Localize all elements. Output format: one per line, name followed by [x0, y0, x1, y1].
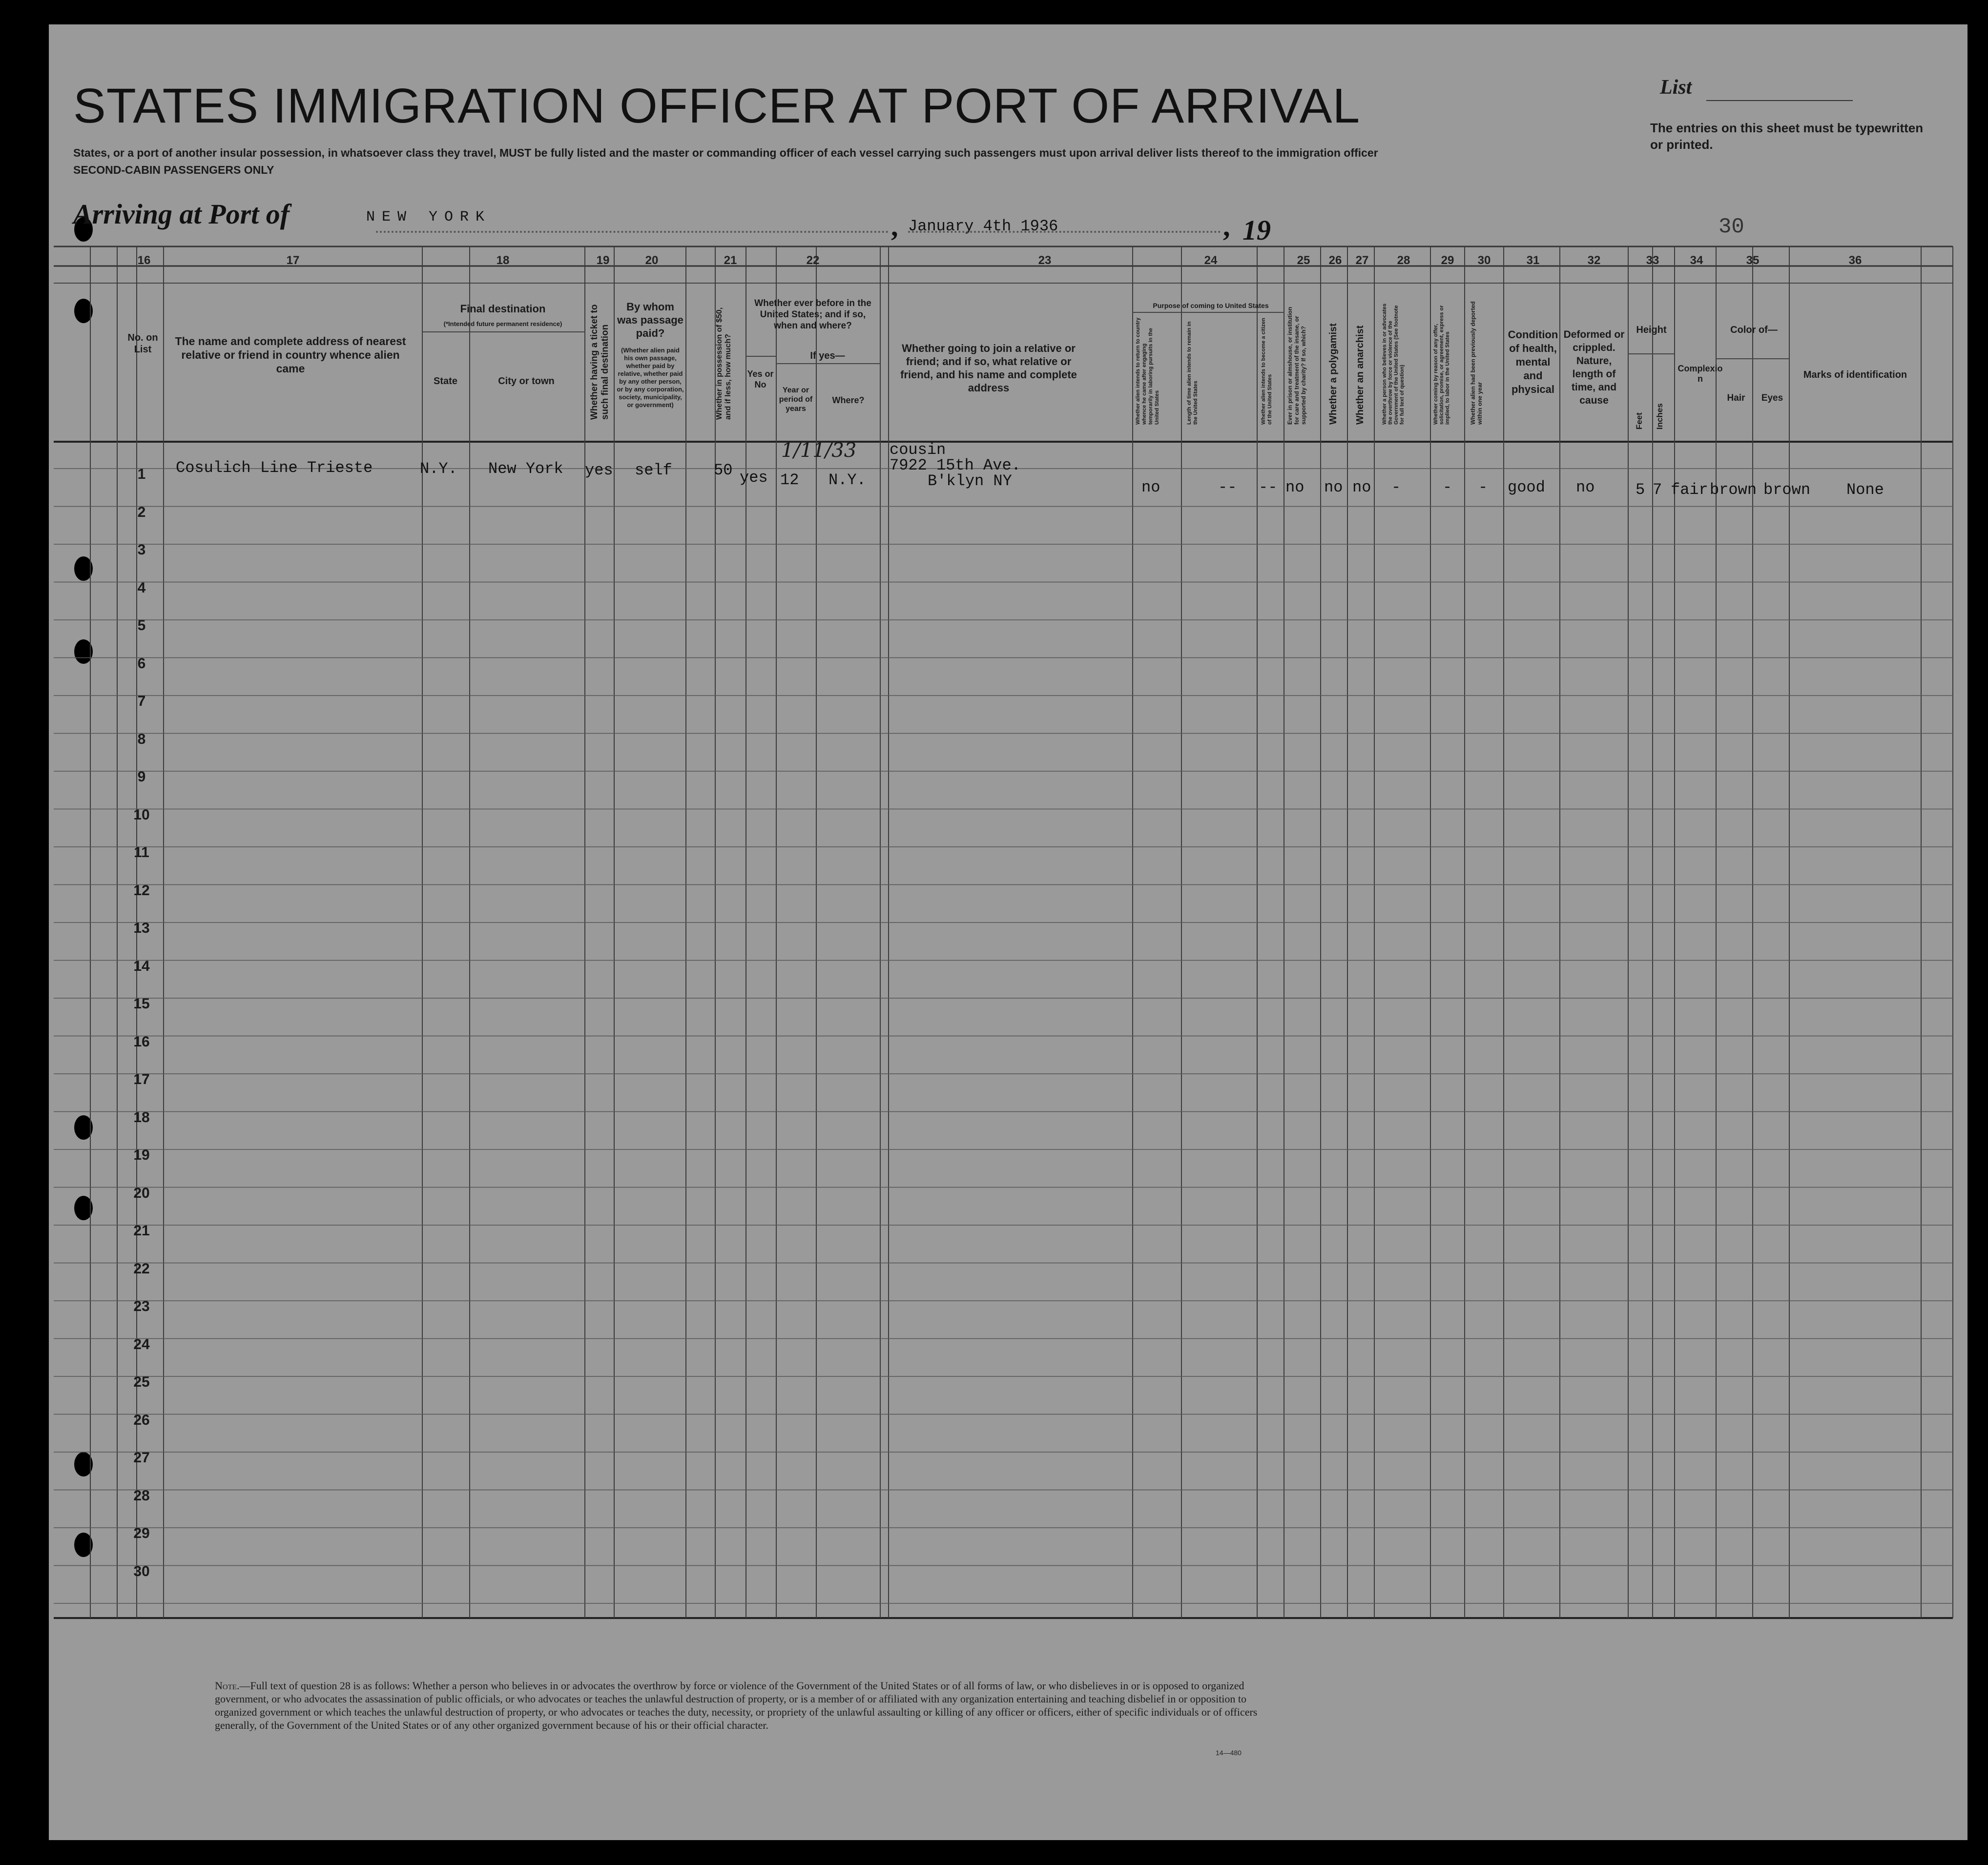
header-polygamist: Whether a polygamist: [1328, 323, 1339, 425]
entry-q28: -: [1391, 478, 1401, 496]
row-number: 8: [137, 731, 146, 747]
comma: ,: [891, 210, 898, 242]
header-money: Whether in possession of $50, and if less, how much?: [715, 307, 732, 420]
header-instructions: States, or a port of another insular possession, in whatsoever class they travel, MUST be fully listed and the master or commanding officer of each vessel carrying such passengers must upon arrival deliver lists thereof to the immigration officer: [73, 146, 1378, 159]
entry-anarchist: no: [1352, 478, 1371, 496]
header-city: City or town: [498, 376, 555, 387]
row-number: 6: [137, 655, 146, 672]
header-year-period: Year or period of years: [779, 386, 813, 413]
entry-q29: -: [1443, 478, 1452, 496]
column-number: 19: [596, 254, 610, 267]
entry-health: good: [1508, 478, 1545, 496]
entry-city: New York: [488, 460, 563, 478]
entry-ticket: yes: [585, 461, 613, 479]
column-number: 17: [286, 254, 300, 267]
column-number: 33: [1646, 254, 1659, 267]
header-q29: Whether coming by reason of any offer, solicitation, promise, or agreement, express or implied, to labor in the United States: [1433, 305, 1450, 425]
row-number: 12: [133, 882, 150, 899]
header-no-on-list: No. on List: [127, 332, 158, 355]
header-ticket: Whether having a ticket to such final destination: [589, 304, 610, 420]
entry-feet: 5: [1636, 481, 1645, 499]
entry-relative: Cosulich Line Trieste: [176, 459, 373, 477]
list-label: List: [1660, 76, 1692, 99]
entry-money: 50: [714, 461, 733, 479]
entry-before-us: yes: [740, 469, 768, 487]
header-if-yes: If yes—: [810, 350, 845, 361]
column-number: 27: [1355, 254, 1369, 267]
row-number: 23: [133, 1298, 150, 1314]
port-of-arrival: NEW YORK: [366, 209, 492, 225]
row-number: 15: [133, 996, 150, 1012]
row-number: 20: [133, 1185, 150, 1201]
header-final-destination-note: (*Intended future permanent residence): [443, 320, 562, 328]
column-number: 24: [1204, 254, 1218, 267]
entry-deformed: no: [1576, 478, 1595, 496]
entry-purpose-citizen: --: [1259, 478, 1278, 496]
header-joining-relative: Whether going to join a relative or friend; and if so, what relative or friend, and his name and complete address: [900, 342, 1077, 394]
row-number: 17: [133, 1071, 150, 1087]
entry-hair: brown: [1710, 481, 1757, 499]
row-number: 10: [133, 806, 150, 823]
row-number: 26: [133, 1412, 150, 1428]
row-number: 27: [133, 1450, 150, 1466]
row-number: 18: [133, 1109, 150, 1126]
column-number: 21: [724, 254, 737, 267]
passenger-class: SECOND-CABIN PASSENGERS ONLY: [73, 164, 274, 176]
column-number: 20: [645, 254, 659, 267]
header-purpose-length: Length of time alien intends to remain in the United States: [1186, 321, 1199, 425]
header-ever-before-us: Whether ever before in the United States; and if so, when and where?: [754, 298, 871, 331]
header-anarchist: Whether an anarchist: [1355, 325, 1366, 425]
row-number: 11: [134, 844, 149, 861]
header-where: Where?: [832, 395, 865, 405]
row-number: 25: [133, 1374, 150, 1390]
entry-handwritten-date: 1/11/33: [781, 439, 857, 462]
header-prison: Ever in prison or almshouse, or institution for care and treatment of the insane, or supported by charity? If so, which?: [1286, 307, 1307, 425]
entry-paid-by: self: [635, 461, 672, 479]
header-health: Condition of health, mental and physical: [1508, 328, 1558, 395]
entry-polygamist: no: [1324, 478, 1343, 496]
header-complexion: Complexion: [1677, 364, 1723, 384]
entry-complexion: fair: [1671, 481, 1708, 499]
header-eyes: Eyes: [1761, 393, 1783, 403]
column-number: 36: [1848, 254, 1862, 267]
column-number: 35: [1746, 254, 1760, 267]
arriving-label: Arriving at Port of: [73, 198, 290, 230]
entry-purpose-length: --: [1218, 478, 1237, 496]
entry-inches: 7: [1653, 481, 1662, 499]
entry-q30: -: [1478, 478, 1488, 496]
column-number: 26: [1328, 254, 1342, 267]
row-number: 3: [137, 542, 146, 558]
row-number: 2: [137, 504, 146, 520]
row-number: 16: [133, 1033, 150, 1050]
footnote-label: Note.: [215, 1680, 240, 1692]
header-q28: Whether a person who believes in or advocates the overthrow by force or violence of the Government of the United States (See footnote for full text of question): [1382, 303, 1405, 425]
row-number: 7: [137, 693, 146, 709]
entry-joining-line1: cousin: [890, 441, 946, 459]
year-prefix: 19: [1242, 214, 1271, 246]
column-number: 28: [1397, 254, 1410, 267]
header-deformed: Deformed or crippled. Nature, length of time, and cause: [1563, 329, 1625, 406]
header-purpose: Purpose of coming to United States: [1153, 302, 1269, 309]
column-number: 18: [496, 254, 510, 267]
row-number: 21: [133, 1223, 150, 1239]
header-height: Height: [1636, 325, 1667, 335]
header-passage-paid-note: (Whether alien paid his own passage, whether paid by relative, whether paid by any other person, or by any corporation, society, municipality, or government): [617, 347, 684, 409]
row-number: 22: [133, 1260, 150, 1277]
header-hair: Hair: [1727, 393, 1745, 403]
footnote-text: —Full text of question 28 is as follows: Whether a person who believes in or advocates the overthrow by force or violence of the Government of the United States or of all forms of law, or who disbelieves in or is opposed to organized government, or who advocates the assassination of public officials, or who advocates or teaches the unlawful destruction of property, or is a member of or affiliated with any organization entertaining and teaching disbelief in or opposition to organized government or which teaches the unlawful destruction of property, or who advocates or teaches the duty, necessity, or propriety of the unlawful assaulting or killing of any officer or officers, either of specific individuals or of officers generally, of the Government of the United States or of any other organized government because of his or their official character.: [215, 1680, 1258, 1731]
column-number: 16: [137, 254, 151, 267]
row-number: 4: [137, 579, 146, 596]
header-purpose-return: Whether alien intends to return to country whence he came after engaging temporarily in laboring pursuits in the United States: [1135, 317, 1160, 425]
header-passage-paid: By whom was passage paid?: [617, 301, 683, 339]
header-nearest-relative: The name and complete address of nearest relative or friend in country whence alien came: [175, 335, 406, 375]
row-number: 28: [133, 1487, 150, 1504]
row-number: 30: [133, 1563, 150, 1579]
row-number: 19: [133, 1147, 150, 1163]
entry-prison: no: [1285, 478, 1305, 496]
row-number: 24: [133, 1336, 150, 1353]
entry-where: N.Y.: [828, 471, 866, 489]
entry-state: N.Y.: [420, 460, 457, 478]
row-number: 14: [133, 958, 150, 974]
header-final-destination: Final destination: [460, 303, 546, 315]
row-number: 1: [137, 466, 146, 482]
header-marks: Marks of identification: [1803, 369, 1907, 380]
header-purpose-citizen: Whether alien intends to become a citizen of the United States: [1261, 318, 1273, 425]
entry-eyes: brown: [1763, 481, 1811, 499]
row-number: 13: [133, 920, 150, 936]
entry-year: 12: [780, 471, 799, 489]
header-q30: Whether alien had been previously deported within one year: [1470, 301, 1483, 425]
page-title: STATES IMMIGRATION OFFICER AT PORT OF ARRIVAL: [73, 79, 1361, 133]
column-number: 29: [1441, 254, 1454, 267]
typewritten-notice: The entries on this sheet must be typewritten or printed.: [1650, 121, 1924, 152]
entry-joining-line3: B'klyn NY: [928, 472, 1012, 490]
column-number: 30: [1477, 254, 1491, 267]
row-number: 29: [133, 1525, 150, 1541]
row-number: 5: [137, 617, 146, 634]
column-number: 25: [1297, 254, 1310, 267]
header-color-of: Color of—: [1730, 325, 1778, 335]
header-inches: Inches: [1655, 403, 1664, 430]
arrival-date: January 4th 1936: [908, 217, 1058, 235]
header-yes-no: Yes or No: [747, 369, 774, 389]
header-feet: Feet: [1635, 412, 1644, 430]
comma: ,: [1223, 210, 1230, 242]
entry-marks: None: [1846, 481, 1884, 499]
entry-purpose-return: no: [1141, 478, 1160, 496]
entry-joining-line2: 7922 15th Ave.: [890, 456, 1021, 474]
header-state: State: [434, 376, 457, 387]
column-number: 23: [1038, 254, 1052, 267]
footnote: [215, 1679, 1289, 1732]
column-number: 22: [806, 254, 820, 267]
form-code: 14—480: [1216, 1749, 1242, 1757]
list-number: 30: [1719, 215, 1744, 239]
column-number: 31: [1526, 254, 1540, 267]
column-number: 32: [1587, 254, 1601, 267]
row-number: 9: [137, 769, 146, 785]
column-number: 34: [1690, 254, 1703, 267]
